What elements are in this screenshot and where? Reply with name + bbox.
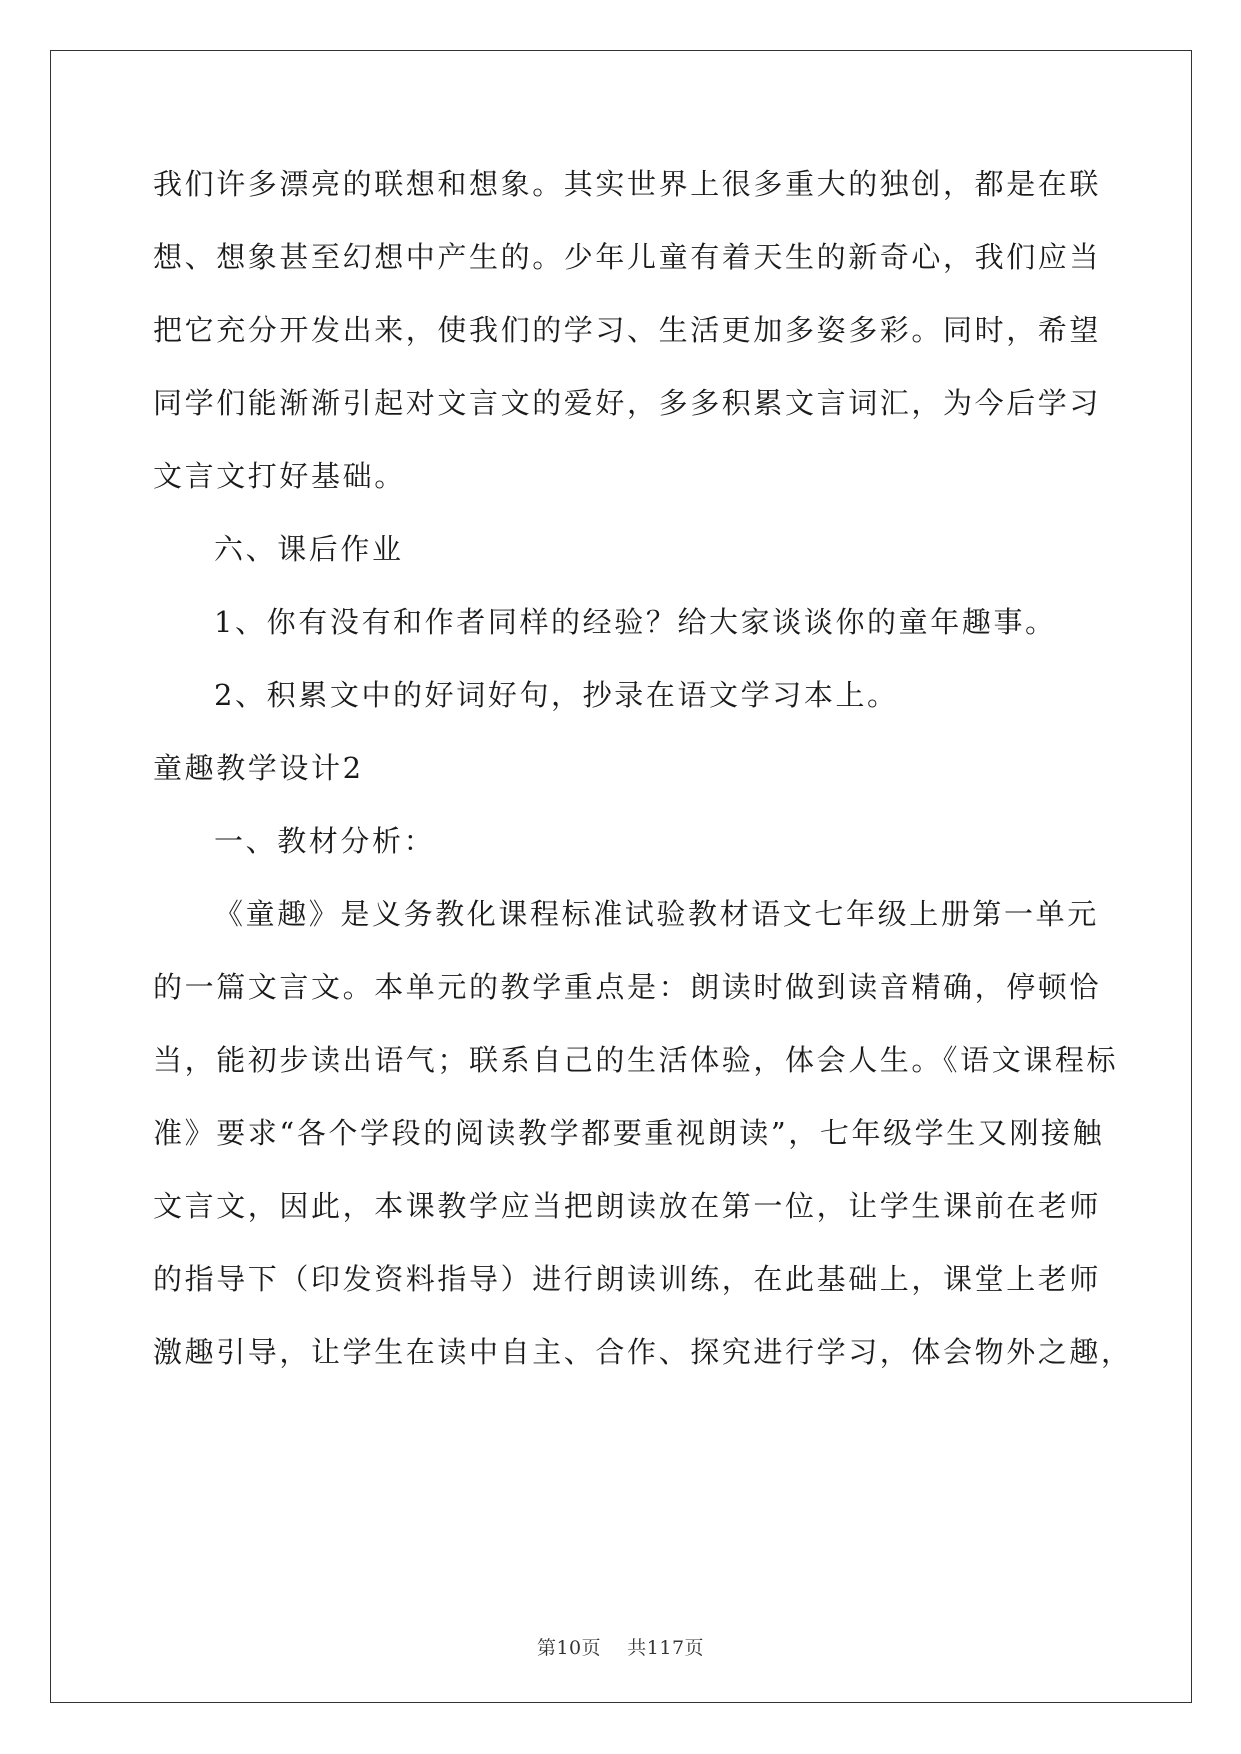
text-line: 当，能初步读出语气；联系自己的生活体验，体会人生。《语文课程标: [153, 1043, 1119, 1077]
text-line: 把它充分开发出来，使我们的学习、生活更加多姿多彩。同时，希望: [153, 313, 1102, 347]
document-title: 童趣教学设计2: [153, 751, 364, 785]
page-number: 第10页 共117页: [536, 1637, 705, 1659]
text-line: 1、你有没有和作者同样的经验？给大家谈谈你的童年趣事。: [214, 605, 1057, 639]
text-line: 《童趣》是义务教化课程标准试验教材语文七年级上册第一单元: [214, 897, 1099, 931]
text-line: 准》要求“各个学段的阅读教学都要重视朗读”，七年级学生又刚接触: [153, 1116, 1105, 1150]
text-line: 同学们能渐渐引起对文言文的爱好，多多积累文言词汇，为今后学习: [153, 386, 1102, 420]
section-heading: 一、教材分析：: [214, 824, 436, 858]
text-line: 想、想象甚至幻想中产生的。少年儿童有着天生的新奇心，我们应当: [153, 240, 1102, 274]
text-line: 文言文打好基础。: [153, 459, 406, 493]
section-heading: 六、课后作业: [214, 532, 404, 566]
text-line: 2、积累文中的好词好句，抄录在语文学习本上。: [214, 678, 899, 712]
text-line: 文言文，因此，本课教学应当把朗读放在第一位，让学生课前在老师: [153, 1189, 1102, 1223]
text-line: 激趣引导，让学生在读中自主、合作、探究进行学习，体会物外之趣，: [153, 1335, 1133, 1369]
text-line: 的一篇文言文。本单元的教学重点是：朗读时做到读音精确，停顿恰: [153, 970, 1102, 1004]
page-footer: [0, 1633, 1241, 1660]
text-line: 我们许多漂亮的联想和想象。其实世界上很多重大的独创，都是在联: [153, 167, 1102, 201]
text-line: 的指导下（印发资料指导）进行朗读训练，在此基础上，课堂上老师: [153, 1262, 1102, 1296]
page-border: [50, 50, 1192, 1703]
